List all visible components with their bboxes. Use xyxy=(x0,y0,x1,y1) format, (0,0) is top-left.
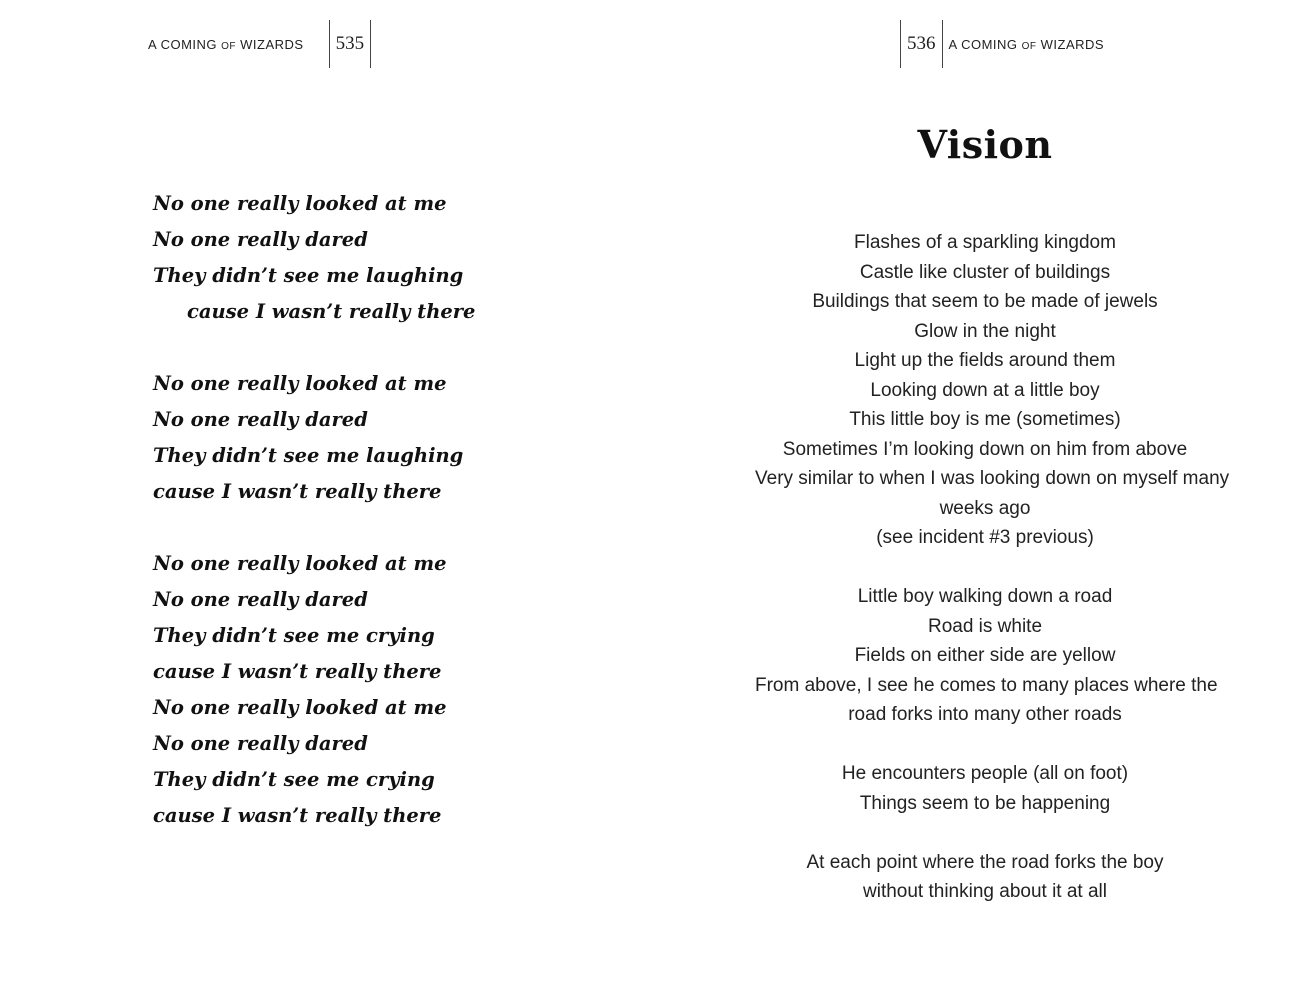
right-page-number: 536 xyxy=(907,33,936,54)
prose-line: This little boy is me (sometimes) xyxy=(849,409,1121,430)
prose-line: He encounters people (all on foot) xyxy=(841,763,1129,784)
prose-line: At each point where the road forks the boy xyxy=(806,851,1164,873)
prose-line: Fields on either side are yellow xyxy=(854,645,1116,666)
paragraph-break xyxy=(755,553,1215,583)
prose-line: Things seem to be happening xyxy=(859,792,1111,814)
left-page xyxy=(0,0,645,997)
prose-line: (see incident #3 previous) xyxy=(876,527,1094,548)
chapter-title: Vision xyxy=(917,122,1053,167)
poem-line: cause I wasn’t really there xyxy=(187,300,476,323)
poem-line: They didn’t see me crying xyxy=(153,768,435,791)
poem-line: No one really dared xyxy=(153,588,368,611)
prose-text xyxy=(755,228,1230,907)
stanza-break xyxy=(153,510,475,546)
poem-line: No one really dared xyxy=(153,408,368,431)
poem-line: No one really looked at me xyxy=(153,552,447,575)
prose-line: Light up the fields around them xyxy=(854,350,1116,371)
prose-line: Looking down at a little boy xyxy=(870,379,1100,401)
poem-line: cause I wasn’t really there xyxy=(153,660,442,683)
prose-line: Castle like cluster of buildings xyxy=(859,261,1111,283)
poem-line: They didn’t see me crying xyxy=(153,624,435,647)
poem-line: No one really dared xyxy=(153,228,368,251)
poem-line: They didn’t see me laughing xyxy=(153,264,464,287)
prose-line: without thinking about it at all xyxy=(863,881,1107,902)
left-page-number: 535 xyxy=(335,33,365,54)
prose-line: Glow in the night xyxy=(914,320,1056,342)
poem-line: cause I wasn’t really there xyxy=(153,804,442,827)
prose-line: Road is white xyxy=(927,615,1043,637)
left-book-title: A COMING OF WIZARDS xyxy=(148,36,304,52)
prose-line: Very similar to when I was looking down on myself many xyxy=(755,468,1230,489)
prose-line: Buildings that seem to be made of jewels xyxy=(812,291,1158,312)
right-book-title: A COMING OF WIZARDS xyxy=(948,36,1105,52)
header-rule xyxy=(370,20,371,68)
poem-line: No one really looked at me xyxy=(153,192,447,215)
prose-line: Flashes of a sparkling kingdom xyxy=(854,232,1116,253)
poem xyxy=(153,186,475,834)
prose-line: Sometimes I’m looking down on him from above xyxy=(782,438,1188,460)
poem-line: They didn’t see me laughing xyxy=(153,444,464,467)
poem-line: No one really dared xyxy=(153,732,368,755)
header-rule xyxy=(942,20,943,68)
poem-line: No one really looked at me xyxy=(153,372,447,395)
right-page xyxy=(645,0,1291,997)
left-running-head xyxy=(148,20,371,68)
prose-line: Little boy walking down a road xyxy=(857,586,1113,607)
stanza-break xyxy=(153,330,475,366)
paragraph-break xyxy=(755,818,1215,848)
poem-line: No one really looked at me xyxy=(153,696,447,719)
poem-line: cause I wasn’t really there xyxy=(153,480,442,503)
prose-line: road forks into many other roads xyxy=(848,704,1122,725)
paragraph-break xyxy=(755,730,1215,760)
prose-line: From above, I see he comes to many places where the xyxy=(755,674,1218,696)
prose-line: weeks ago xyxy=(939,497,1031,519)
right-running-head xyxy=(900,20,1104,68)
